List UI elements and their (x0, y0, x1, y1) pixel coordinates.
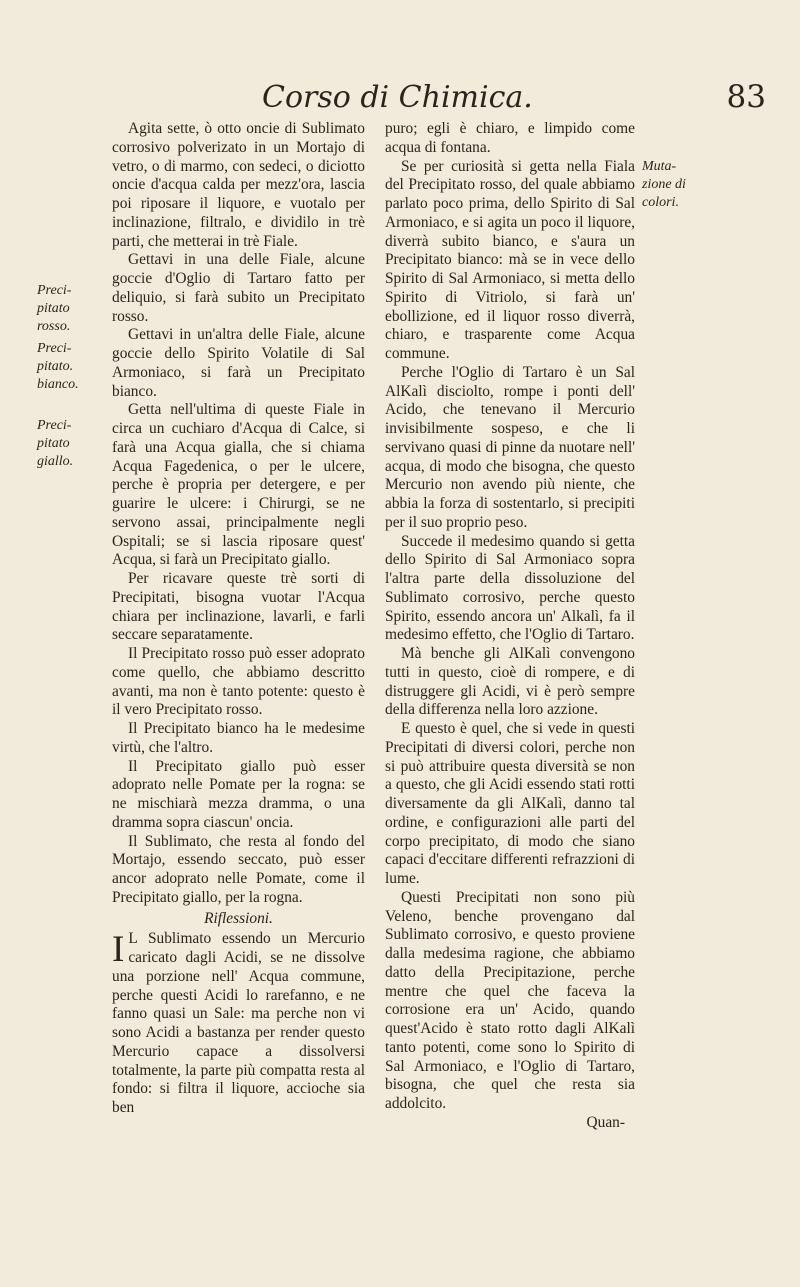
margin-note-precipitato-giallo: Preci- pitato giallo. (37, 418, 74, 469)
paragraph: Succede il medesimo quando si getta dello Spirito di Sal Armoniaco sopra l'altra parte della dissoluzione del Sublimato corrosivo, perche questo Spirito, essendo ancora un' Alkalì, fa il medesimo effetto, che l'Oglio di Tartaro. (385, 532, 635, 644)
paragraph: Mà benche gli AlKalì convengono tutti in questo, cioè di rompere, e di distruggere gli Acidi, vi è però sempre della differenza nella loro azzione. (385, 645, 635, 719)
paragraph: puro; egli è chiaro, e limpido come acqua di fontana. (385, 120, 635, 156)
margin-note-precipitato-rosso: Preci- pitato rosso. (37, 283, 72, 334)
paragraph: Gettavi in un'altra delle Fiale, alcune goccie dello Spirito Volatile di Sal Armoniaco, si farà un Precipitato bianco. (112, 326, 365, 400)
margin-note-mutazione-colori: Muta- zione di colori. (642, 159, 686, 210)
section-heading: Riflessioni. (204, 909, 273, 927)
paragraph: Il Precipitato rosso può esser adoprato come quello, che abbiamo descritto avanti, ma non è tanto potente: questo è il vero Precipitato rosso. (112, 645, 365, 719)
paragraph: Il Sublimato, che resta al fondo del Mortajo, essendo seccato, può esser ancor adoprato nelle Pomate, come il Precipitato giallo, per la rogna. (112, 832, 365, 906)
paragraph: Agita sette, ò otto oncie di Sublimato corrosivo polverizato in un Mortajo di vetro, o di marmo, con sedeci, o diciotto oncie d'acqua calda per mezz'ora, lascia poi riposare il liquore, e vuotalo per inclinazione, filtralo, e dividilo in trè parti, che metterai in trè Fiale. (112, 120, 365, 250)
running-head-title: Corso di Chimica. (262, 80, 533, 115)
paragraph: Per ricavare queste trè sorti di Precipitati, bisogna vuotar l'Acqua chiara per inclinazione, lavarli, e farli seccare separatamente. (112, 570, 365, 644)
paragraph: Il Precipitato giallo può esser adoprato nelle Pomate per la rogna: se ne mischiarà mezza dramma, o una dramma sopra ciascun' oncia. (112, 757, 365, 831)
paragraph: Il Precipitato bianco ha le medesime virtù, che l'altro. (112, 720, 365, 756)
paragraph: Gettavi in una delle Fiale, alcune goccie d'Oglio di Tartaro fatto per deliquio, si farà subito un Precipitato rosso. (112, 251, 365, 325)
catchword: Quan- (586, 1113, 625, 1131)
paragraph: Getta nell'ultima di queste Fiale in circa un cuchiaro d'Acqua di Calce, si farà una Acqua gialla, che si chiama Acqua Fagedenica, o per le ulcere, perche è propria per detergere, e per guarire le ulcere: i Chirurgi, se ne servono assai, principalmente negli Ospitali; se si lascia riposare quest' Acqua, si farà un Precipitato giallo. (112, 401, 365, 569)
drop-cap: I (112, 929, 125, 971)
paragraph: Perche l'Oglio di Tartaro è un Sal AlKalì disciolto, rompe i ponti dell' Acido, che tenevano il Mercurio invisibilmente sospeso, e che li servivano quasi di pinne da nuotare nell' acqua, di modo che bisogna, che questo Mercurio non avendo più niente, che abbia la forza di sostentarlo, si precipiti per il suo proprio peso. (385, 363, 635, 531)
reflection-text: L Sublimato essendo un Mercurio caricato dagli Acidi, se ne dissolve una porzione nell' Acqua commune, perche questi Acidi lo rarefanno, e ne fanno quasi un Sale: ma perche non vi sono Acidi a bastanza per render questo Mercurio capace a dissolversi totalmente, la parte più compatta resta al fondo: si filtra il liquore, accioche sia ben (112, 930, 365, 1116)
paragraph: Se per curiosità si getta nella Fiala del Precipitato rosso, del quale abbiamo parlato poco prima, dello Spirito di Sal Armoniaco, e si agita un poco il liquore, diverrà subito bianco, e s'aura un Precipitato bianco: mà se in vece dello Spirito di Sal Armoniaco, si metta dello Spirito di Vitriolo, si farà un' ebollizione, ed il liquor rosso diverrà, chiaro, e trasparente come Acqua commune. (385, 157, 635, 362)
page-number: 83 (726, 79, 766, 115)
paragraph: Questi Precipitati non sono più Veleno, benche provengano dal Sublimato corrosivo, e questo proviene dalla medesima ragione, che abbiamo datto della Precipitazione, perche mentre che quel che faceva la corrosione era un' Acido, quando quest'Acido è stato rotto dagli AlKalì tanto potenti, come sono lo Spirito di Sal Armoniaco, e l'Oglio di Tartaro, bisogna, che quel che resta sia addolcito. (385, 888, 635, 1112)
paragraph: E questo è quel, che si vede in questi Precipitati di diversi colori, perche non si può attribuire questa diversità se non a questo, che gli Acidi essendo stati rotti diversamente da gli AlKalì, danno tal ordine, e configurazioni alle parti del corpo precipitato, di modo che siano capaci d'eccitare differenti refrazzioni di lume. (385, 720, 635, 887)
left-text-column (112, 120, 365, 1116)
reflection-paragraph (112, 930, 365, 1118)
margin-note-precipitato-bianco: Preci- pitato. bianco. (37, 341, 79, 392)
right-text-column (385, 120, 635, 1131)
